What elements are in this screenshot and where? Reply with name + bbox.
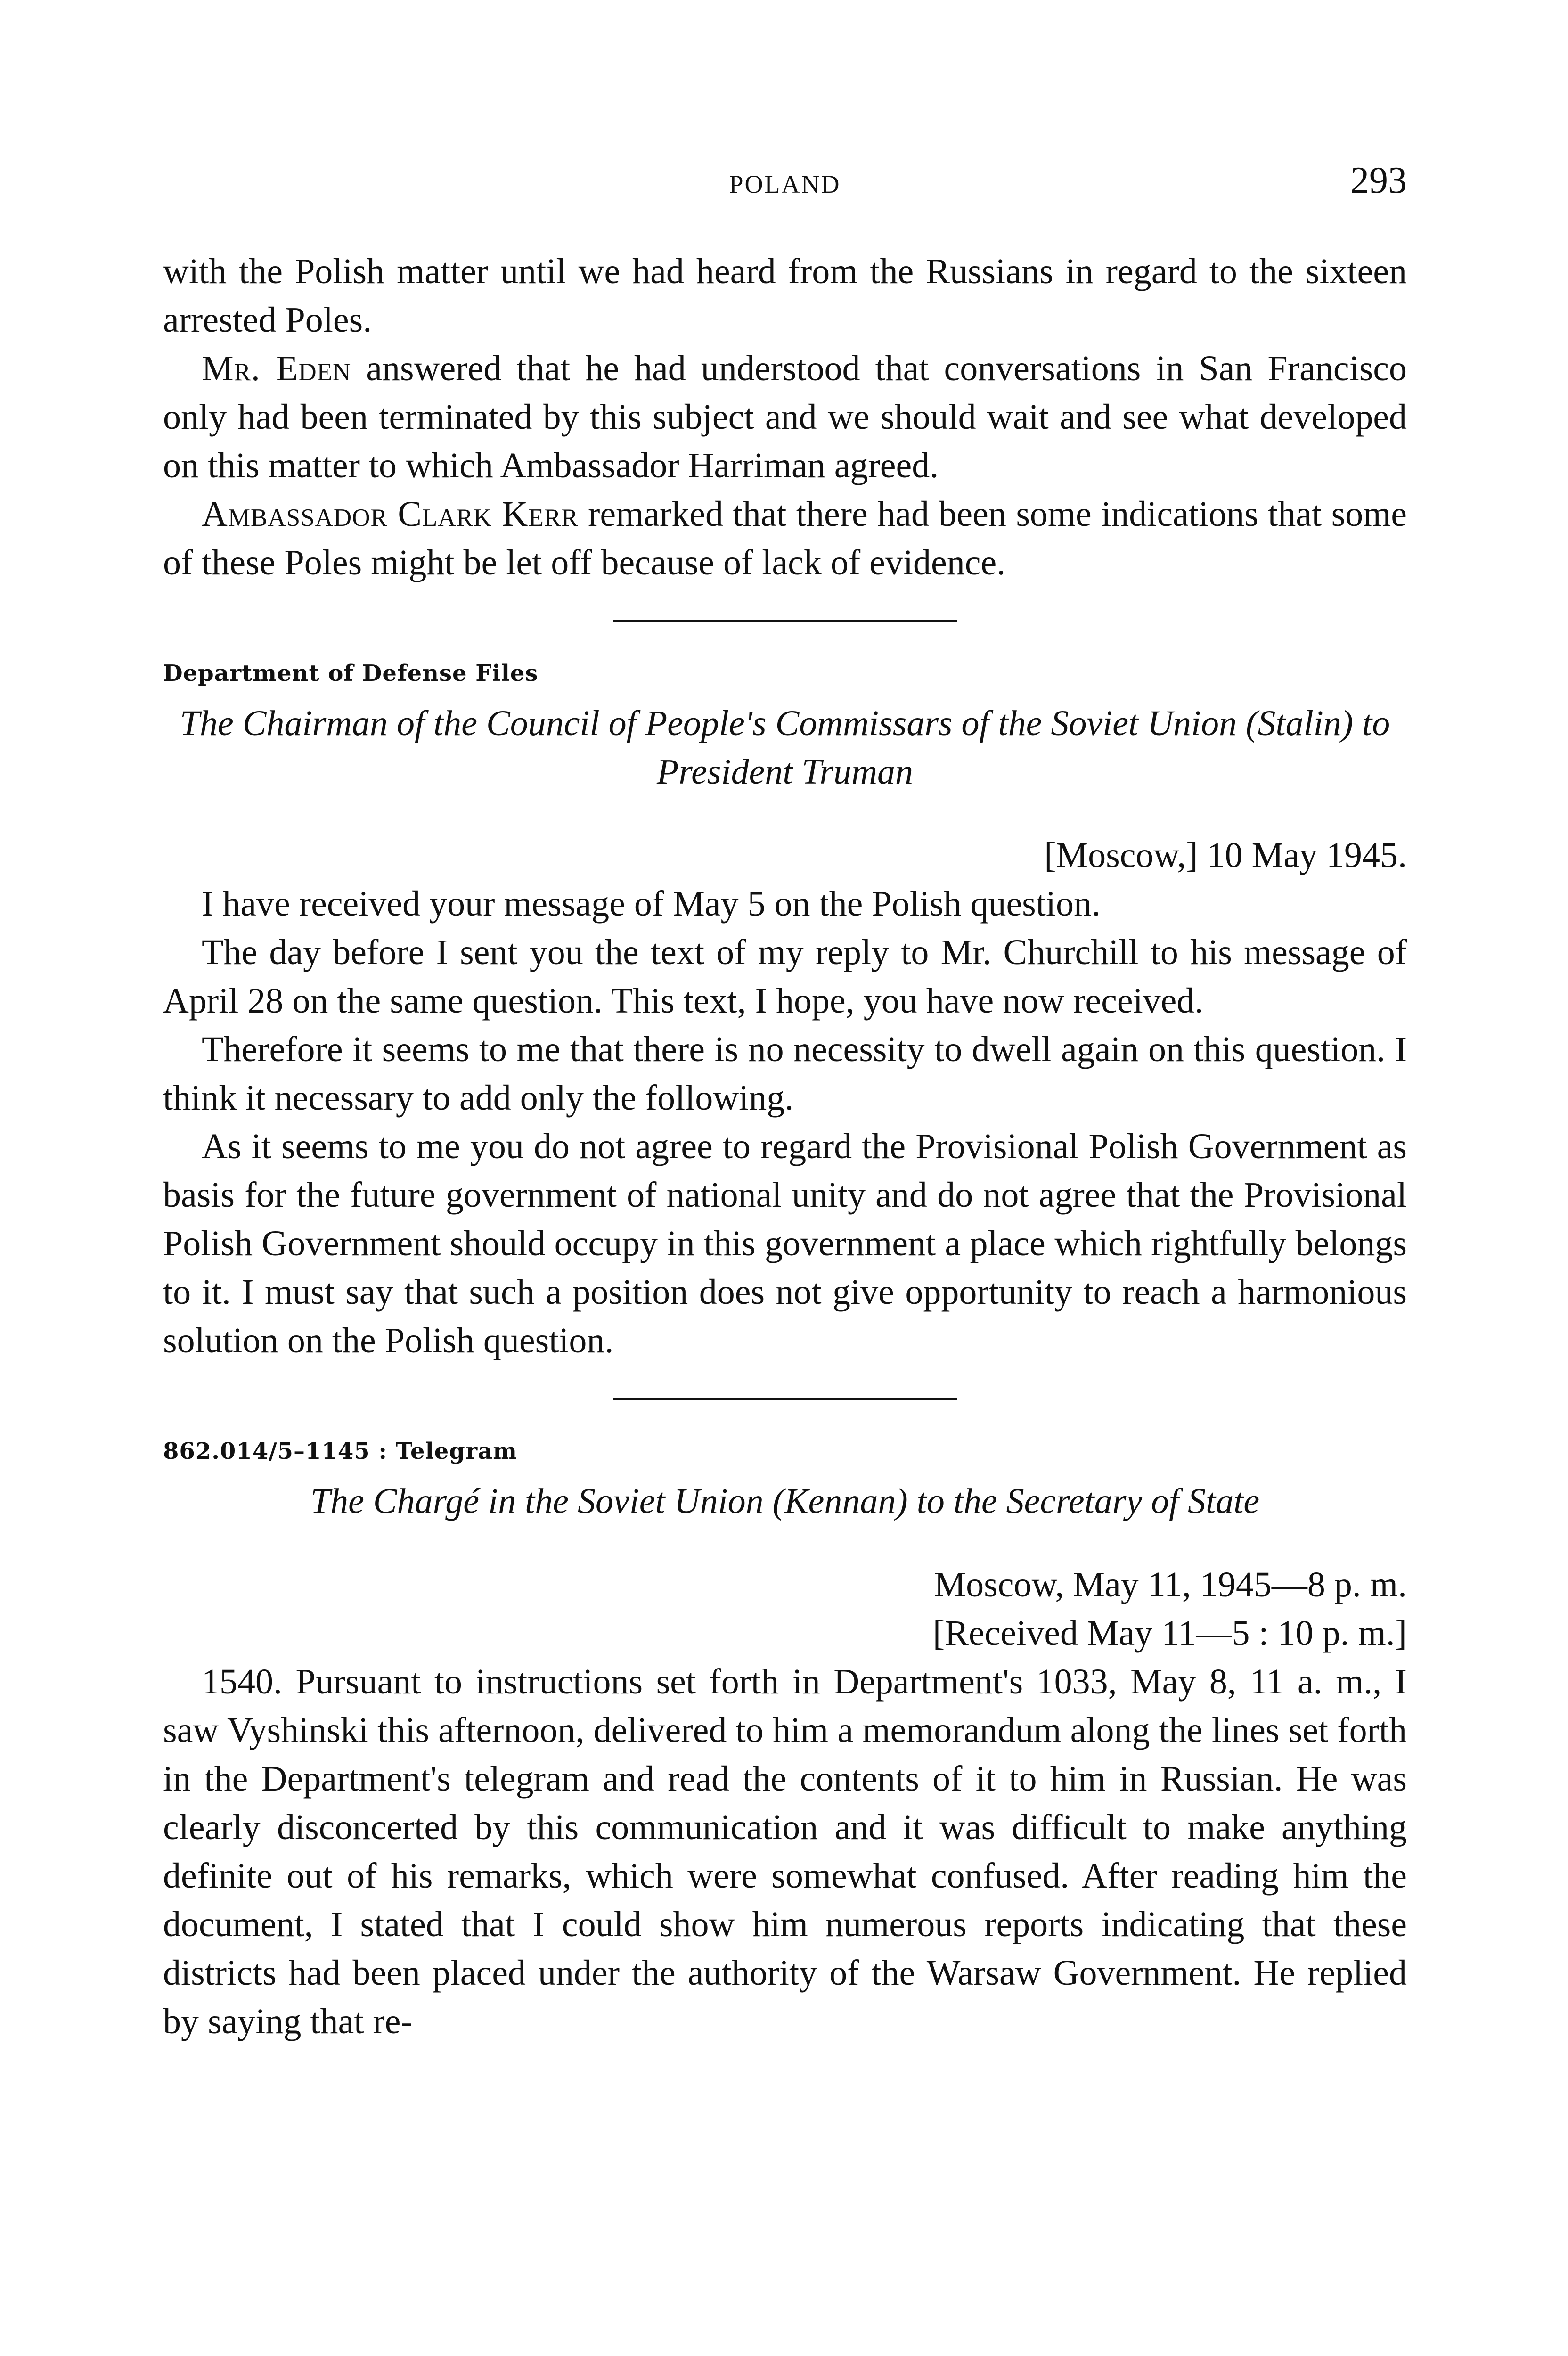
section-1-title: The Chairman of the Council of People's Commissars of the Soviet Union (Stalin) to President Truman bbox=[180, 704, 1390, 792]
section-1-date: [Moscow,] 10 May 1945. bbox=[1044, 835, 1407, 875]
section-2-title: The Chargé in the Soviet Union (Kennan) to the Secretary of State bbox=[310, 1481, 1260, 1521]
section-divider bbox=[613, 1398, 957, 1400]
section-divider bbox=[613, 620, 957, 622]
section-2-date-line-1: Moscow, May 11, 1945—8 p. m. bbox=[934, 1565, 1407, 1604]
section-2-source: 862.014/5–1145 : Telegram bbox=[163, 1438, 518, 1464]
page-number: 293 bbox=[1350, 160, 1407, 201]
intro-paragraph-2 bbox=[163, 344, 1407, 490]
section-1-source: Department of Defense Files bbox=[163, 660, 539, 687]
page-header bbox=[163, 159, 1407, 211]
section-2-date-line-2: [Received May 11—5 : 10 p. m.] bbox=[932, 1613, 1407, 1653]
speaker-clark-kerr: Ambassador Clark Kerr bbox=[202, 494, 579, 534]
intro-paragraph-2-text: answered that he had understood that conversations in San Francisco only had been terminated by this subject and we should wait and see what developed on this matter to which Ambassador Harriman agreed. bbox=[163, 349, 1407, 485]
intro-paragraph-3-text: remarked that there had been some indications that some of these Poles might be let off because of lack of evidence. bbox=[163, 494, 1407, 582]
speaker-eden: Mr. Eden bbox=[202, 349, 351, 388]
page-content bbox=[163, 247, 1407, 2046]
intro-paragraph-1: with the Polish matter until we had heard from the Russians in regard to the sixteen arrested Poles. bbox=[163, 252, 1407, 340]
running-head: POLAND bbox=[729, 170, 841, 198]
section-1-paragraph-2: The day before I sent you the text of my reply to Mr. Churchill to his message of April 28 on the same question. This text, I hope, you have now received. bbox=[163, 933, 1407, 1021]
intro-paragraph-3 bbox=[163, 490, 1407, 587]
section-2-paragraph: 1540. Pursuant to instructions set forth in Department's 1033, May 8, 11 a. m., I saw Vyshinski this afternoon, delivered to him a memorandum along the lines set forth in the Department's telegram and read the contents of it to him in Russian. He was clearly disconcerted by this communication and it was difficult to make anything definite out of his remarks, which were somewhat confused. After reading him the document, I stated that I could show him numerous reports indicating that these districts had been placed under the authority of the Warsaw Government. He replied by saying that re- bbox=[163, 1662, 1407, 2041]
section-1-paragraph-4: As it seems to me you do not agree to regard the Provisional Polish Government as basis for the future government of national unity and do not agree that the Provisional Polish Government should occupy in this government a place which rightfully belongs to it. I must say that such a position does not give opportunity to reach a harmonious solution on the Polish question. bbox=[163, 1127, 1407, 1360]
section-1-paragraph-3: Therefore it seems to me that there is no necessity to dwell again on this question. I think it necessary to add only the following. bbox=[163, 1030, 1407, 1118]
document-page bbox=[163, 0, 1407, 2356]
section-1-paragraph-1: I have received your message of May 5 on the Polish question. bbox=[202, 884, 1101, 924]
